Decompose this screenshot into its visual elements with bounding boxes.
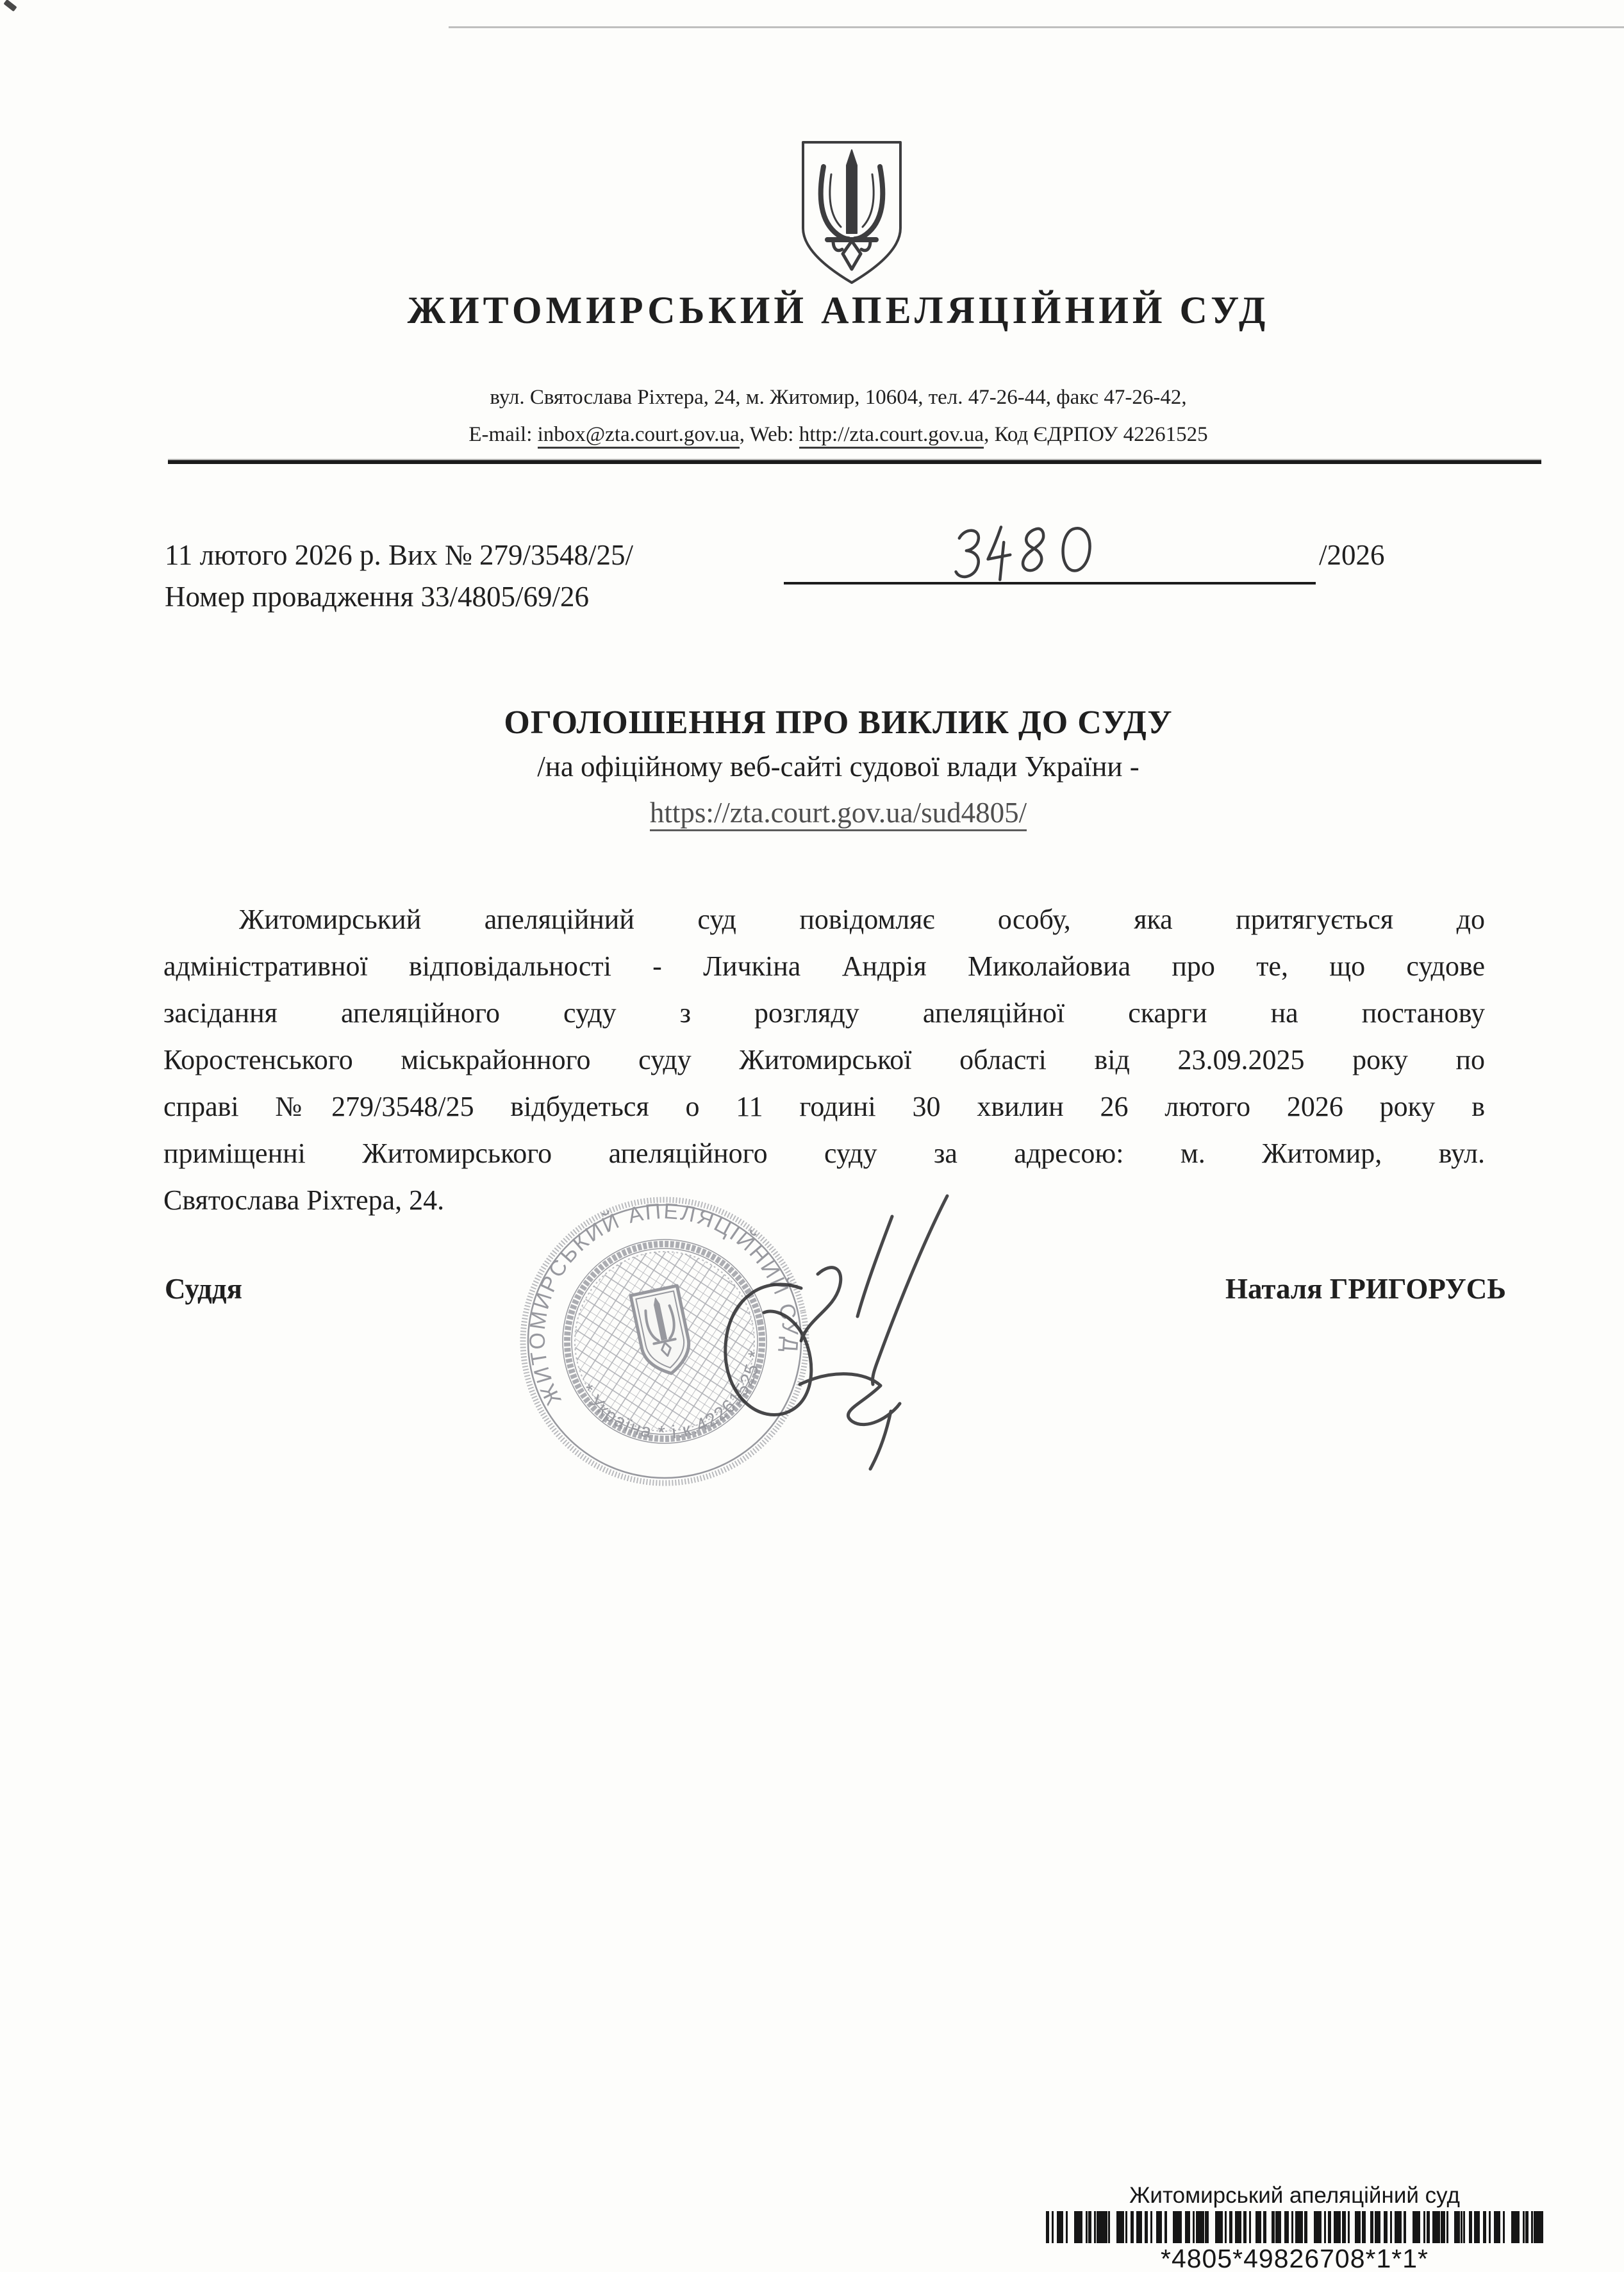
body-line: Житомирський апеляційний суд повідомляє особу, яка притягується до (239, 904, 1485, 935)
handwritten-outgoing-number (946, 515, 1103, 587)
body-line: справі №279/3548/25 відбудеться о 11 годині 30 хвилин 26 лютого 2026 року в (163, 1091, 1485, 1122)
judge-name: Наталя ГРИГОРУСЬ (1225, 1273, 1506, 1305)
footer-barcode-block (1045, 2183, 1545, 2272)
email-link: inbox@zta.court.gov.ua (538, 423, 740, 449)
blank-underline (784, 582, 1316, 585)
body-paragraph (163, 896, 1485, 1223)
body-line: Святослава Ріхтера, 24. (163, 1184, 445, 1216)
body-line: приміщенні Житомирського апеляційного суду за адресою: м. Житомир, вул. (163, 1138, 1485, 1169)
body-line: адміністративної відповідальності - Личкіна Андрія Миколайовиа про те, що судове (163, 950, 1485, 982)
web-link: http://zta.court.gov.ua (799, 423, 984, 449)
outgoing-year: /2026 (1319, 539, 1385, 571)
trident-emblem-icon (797, 137, 907, 288)
stamp-ring-text-bottom: * Україна * і.к.42261525 * (576, 1348, 766, 1444)
barcode (1046, 2211, 1543, 2243)
proceeding-number-line: Номер провадження 33/4805/69/26 (165, 581, 590, 613)
barcode-value: *4805*49826708*1*1* (1160, 2244, 1429, 2272)
barcode-label: Житомирський апеляційний суд (1129, 2183, 1460, 2208)
address-line: вул. Святослава Ріхтера, 24, м. Житомир, 10604, тел. 47-26-44, факс 47-26-42, (490, 386, 1187, 409)
judge-label: Суддя (165, 1273, 242, 1305)
outgoing-date-line: 11 лютого 2026 р. Вих № 279/3548/25/ (165, 539, 634, 571)
contact-line (53, 423, 1624, 447)
web-label: , Web: (739, 423, 799, 446)
court-name: ЖИТОМИРСЬКИЙ АПЕЛЯЦІЙНИЙ СУД (407, 289, 1270, 331)
official-site-link: https://zta.court.gov.ua/sud4805/ (650, 797, 1027, 831)
body-line: засідання апеляційного суду з розгляду апеляційної скарги на постанову (163, 997, 1485, 1029)
scan-artifact-corner (3, 0, 17, 12)
header-divider (168, 460, 1541, 464)
stamp-ring-text-top: ЖИТОМИРСЬКИЙ АПЕЛЯЦІЙНИЙ СУД (525, 1198, 803, 1409)
announcement-subtitle: /на офіційному веб-сайті судової влади України - (537, 750, 1139, 783)
scan-artifact-line (449, 26, 1624, 28)
judge-signature (667, 1192, 987, 1480)
announcement-title: ОГОЛОШЕННЯ ПРО ВИКЛИК ДО СУДУ (504, 704, 1173, 741)
body-line: Коростенського міськрайонного суду Житомирської області від 23.09.2025 року по (163, 1044, 1485, 1075)
email-label: E-mail: (468, 423, 538, 446)
edrpou-code: , Код ЄДРПОУ 42261525 (984, 423, 1208, 446)
